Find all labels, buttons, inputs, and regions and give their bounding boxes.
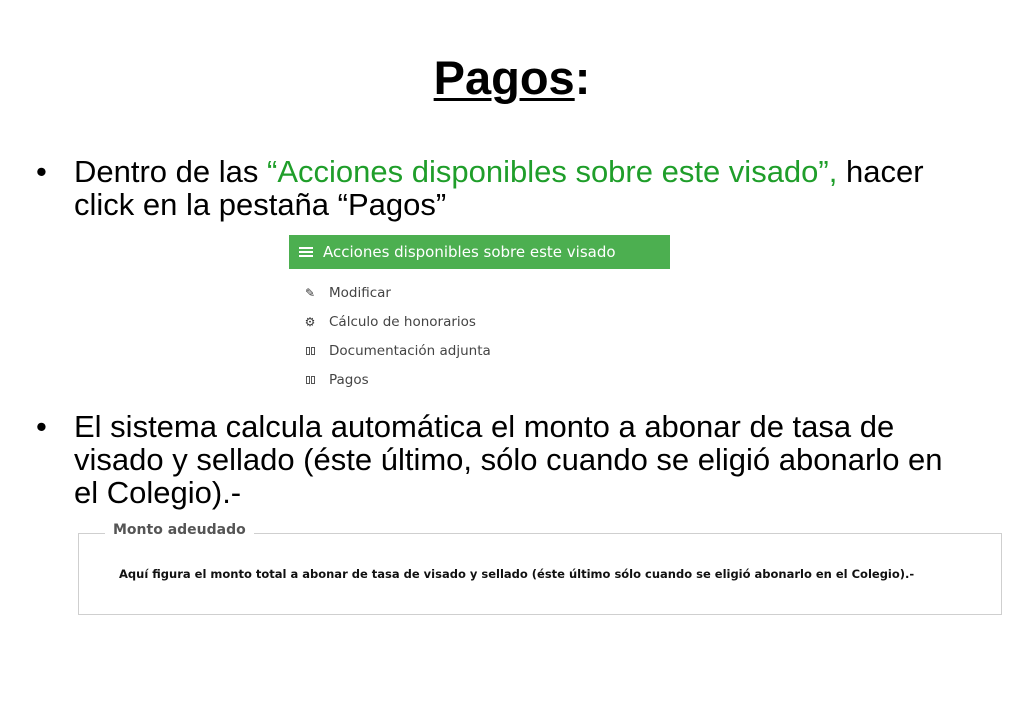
pencil-icon: ✎ bbox=[304, 285, 316, 300]
action-item-label: Pagos bbox=[329, 371, 369, 388]
action-item-label: Modificar bbox=[329, 284, 391, 301]
document-icon bbox=[303, 373, 317, 387]
bullet-text-plain-after: hacer click en la pestaña “Pagos” bbox=[74, 154, 924, 222]
bullet-text-plain: Dentro de las bbox=[74, 154, 267, 189]
monto-legend: Monto adeudado bbox=[105, 522, 254, 538]
action-item-label: Documentación adjunta bbox=[329, 342, 491, 359]
document-icon bbox=[303, 344, 317, 358]
bullet-text-1 bbox=[74, 155, 974, 221]
bullet-text-highlight: “Acciones disponibles sobre este visado”, bbox=[267, 154, 838, 189]
slide-title bbox=[0, 48, 1024, 108]
menu-icon bbox=[299, 245, 313, 259]
actions-panel-title: Acciones disponibles sobre este visado bbox=[323, 243, 616, 261]
action-item-pagos[interactable] bbox=[289, 365, 670, 394]
actions-panel bbox=[289, 235, 670, 394]
bullet-text-2: El sistema calcula automática el monto a abonar de tasa de visado y sellado (éste último, sólo cuando se eligió abonarlo en el Colegio).- bbox=[74, 409, 943, 510]
monto-message: Aquí figura el monto total a abonar de tasa de visado y sellado (éste último sólo cuando se eligió abonarlo en el Colegio).- bbox=[119, 567, 915, 581]
bullet-item-2 bbox=[36, 410, 976, 515]
title-colon: : bbox=[574, 51, 591, 104]
action-item-documentacion[interactable] bbox=[289, 336, 670, 365]
action-item-calculo-honorarios[interactable] bbox=[289, 307, 670, 336]
bullet-item-1 bbox=[36, 155, 976, 225]
action-item-label: Cálculo de honorarios bbox=[329, 313, 476, 330]
action-item-modificar[interactable] bbox=[289, 278, 670, 307]
actions-list bbox=[289, 278, 670, 394]
actions-panel-header[interactable] bbox=[289, 235, 670, 269]
bullet-dot: • bbox=[36, 409, 47, 444]
monto-adeudado-box bbox=[78, 522, 1002, 615]
title-text: Pagos bbox=[433, 51, 575, 104]
bullet-dot: • bbox=[36, 154, 47, 189]
gear-icon: ⚙ bbox=[304, 314, 316, 329]
